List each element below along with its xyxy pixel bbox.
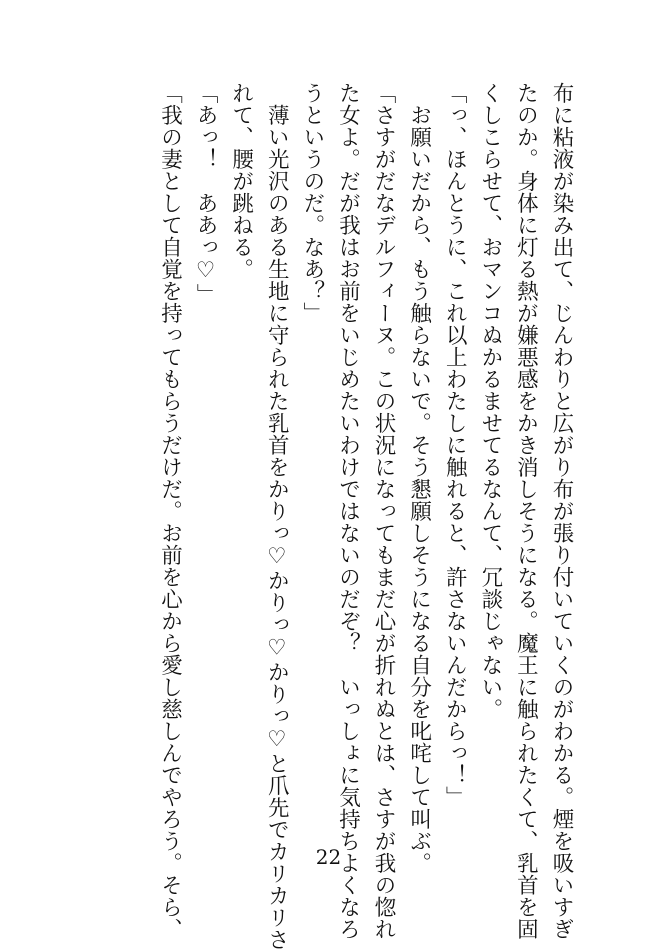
text-line: 「さすがだなデルフィーヌ。この状況になってもまだ心が折れぬとは、さすが我の惚れ	[371, 82, 397, 940]
text-line: 「あっ！ ああっ♡」	[193, 82, 219, 306]
text-line: 薄い光沢のある生地に守られた乳首をかりっ♡かりっ♡かりっ♡と爪先でカリカリさ	[264, 82, 290, 951]
text-line: た女よ。だが我はお前をいじめたいわけではないのだぞ？ いっしょに気持ちよくなろ	[335, 82, 361, 940]
page-number: 22	[315, 845, 342, 869]
text-line: お願いだから、もう触らないで。そう懇願しそうになる自分を叱咤して叫ぶ。	[406, 82, 432, 874]
text-line: うというのだ。なあ？」	[299, 82, 325, 324]
text-line: たのか。身体に灯る熱が嫌悪感をかき消しそうになる。魔王に触られたくて、乳首を固	[513, 82, 539, 940]
text-line: 「我の妻として自覚を持ってもらうだけだ。お前を心から愛し慈しんでやろう。そら、	[157, 82, 183, 940]
text-line: くしこらせて、おマンコぬかるませてるなんて、冗談じゃない。	[477, 82, 503, 720]
text-line: 布に粘液が染み出て、じんわりと広がり布が張り付いていくのがわかる。煙を吸いすぎ	[549, 82, 574, 940]
text-line: れて、腰が跳ねる。	[228, 82, 254, 280]
text-line: 「っ、ほんとうに、これ以上わたしに触れると、許さないんだからっ！」	[442, 82, 468, 808]
